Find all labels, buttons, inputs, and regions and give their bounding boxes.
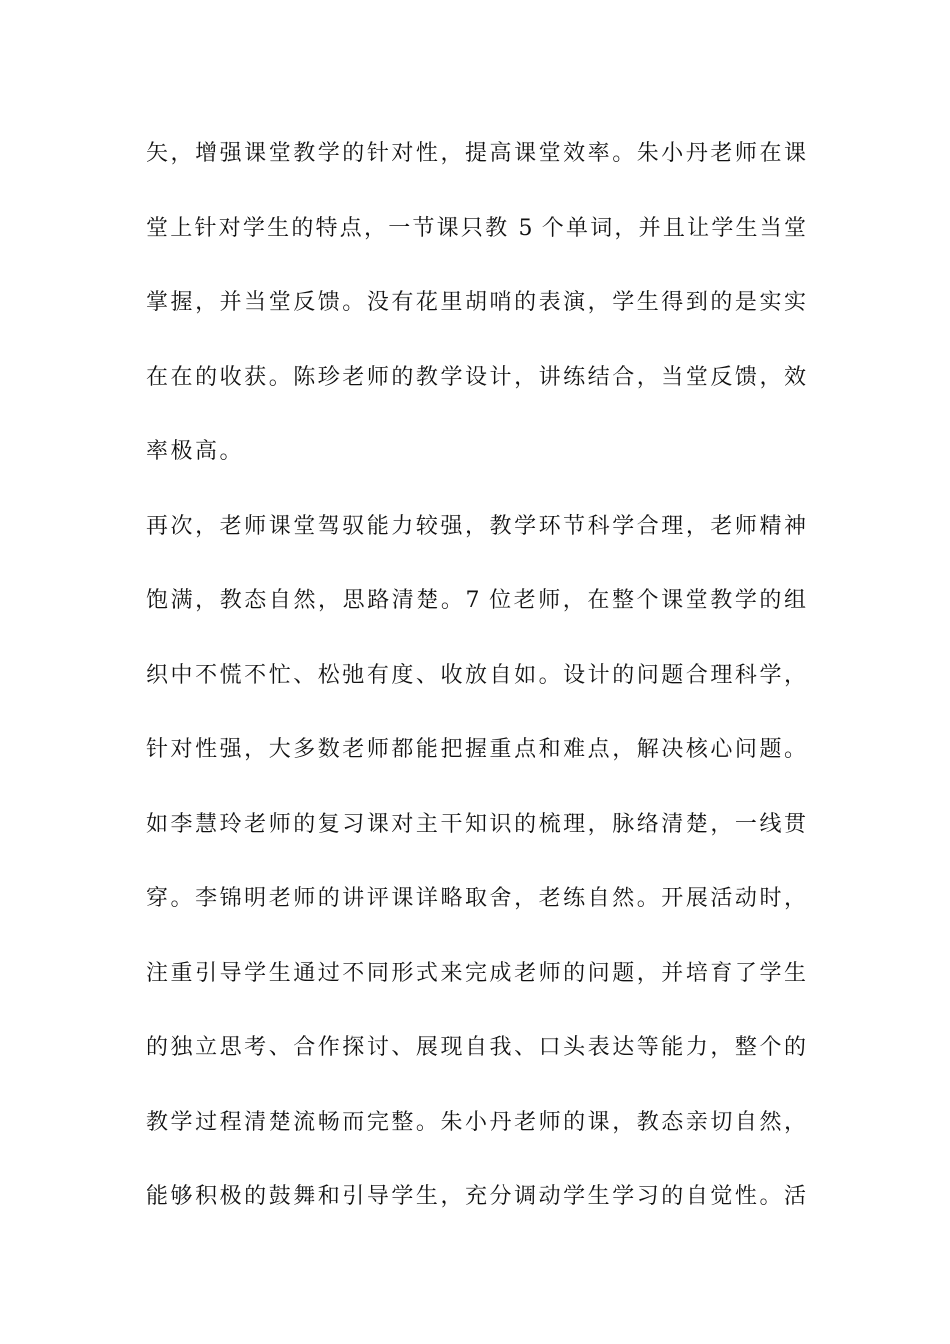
body-text [146,132,806,1250]
text-line: 掌握，并当堂反馈。没有花里胡哨的表演，学生得到的是实实 [146,290,806,315]
text-line: 能够积极的鼓舞和引导学生，充分调动学生学习的自觉性。活 [146,1184,806,1209]
text-line: 的独立思考、合作探讨、展现自我、口头表达等能力，整个的 [146,1035,806,1060]
text-line: 针对性强，大多数老师都能把握重点和难点，解决核心问题。 [146,737,806,762]
text-line: 穿。李锦明老师的讲评课详略取舍，老练自然。开展活动时， [146,886,806,911]
text-line: 矢，增强课堂教学的针对性，提高课堂效率。朱小丹老师在课 [146,141,806,166]
text-line: 织中不慌不忙、松弛有度、收放自如。设计的问题合理科学， [146,662,806,688]
text-line: 堂上针对学生的特点，一节课只教 5 个单词，并且让学生当堂 [146,215,806,241]
text-line: 教学过程清楚流畅而完整。朱小丹老师的课，教态亲切自然， [146,1109,806,1135]
text-line: 饱满，教态自然，思路清楚。7 位老师，在整个课堂教学的组 [146,588,806,613]
text-line: 率极高。 [146,439,245,464]
text-line: 注重引导学生通过不同形式来完成老师的问题，并培育了学生 [146,960,806,986]
text-line: 如李慧玲老师的复习课对主干知识的梳理，脉络清楚，一线贯 [146,811,806,837]
text-line: 在在的收获。陈珍老师的教学设计，讲练结合，当堂反馈，效 [146,364,806,390]
text-line: 再次，老师课堂驾驭能力较强，教学环节科学合理，老师精神 [146,513,806,539]
